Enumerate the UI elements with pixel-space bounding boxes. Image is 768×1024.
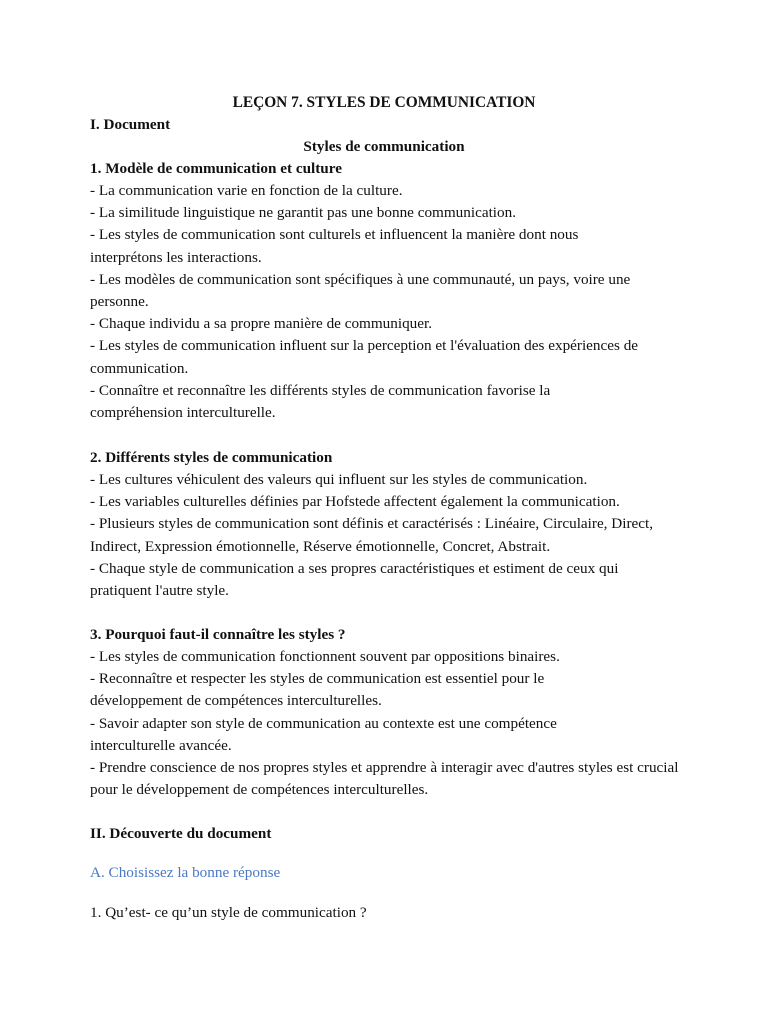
list-item: - La communication varie en fonction de la culture. <box>90 182 403 199</box>
section-3-list <box>90 646 690 801</box>
list-item: - Connaître et reconnaître les différents styles de communication favorise la compréhension interculturelle. <box>90 381 551 422</box>
list-item: - Chaque style de communication a ses propres caractéristiques et estiment de ceux qui pratiquent l'autre style. <box>90 559 619 600</box>
list-item: - Prendre conscience de nos propres styles et apprendre à interagir avec d'autres styles est crucial pour le développement de compétences interculturelles. <box>90 759 679 799</box>
section-heading-document: I. Document <box>90 116 171 133</box>
document-title: Styles de communication <box>303 138 465 155</box>
list-item: - Les styles de communication influent sur la perception et l'évaluation des expériences de communication. <box>90 337 639 377</box>
list-item: - Les cultures véhiculent des valeurs qui influent sur les styles de communication. <box>90 471 588 488</box>
list-item: - Chaque individu a sa propre manière de communiquer. <box>90 315 433 333</box>
list-item: - La similitude linguistique ne garantit pas une bonne communication. <box>90 204 516 222</box>
list-item: - Les styles de communication fonctionnent souvent par oppositions binaires. <box>90 648 560 665</box>
section-1-list <box>90 180 690 424</box>
list-item: - Reconnaître et respecter les styles de communication est essentiel pour le développement de compétences interculturelles. <box>90 670 545 710</box>
subsection-choose-answer: A. Choisissez la bonne réponse <box>90 864 281 881</box>
heading-why-know-styles: 3. Pourquoi faut-il connaître les styles ? <box>90 626 346 643</box>
list-item: - Les styles de communication sont culturels et influencent la manière dont nous interprétons les interactions. <box>90 226 579 266</box>
list-item: - Savoir adapter son style de communication au contexte est une compétence interculturelle avancée. <box>90 714 557 754</box>
list-item: - Les variables culturelles définies par Hofstede affectent également la communication. <box>90 493 620 511</box>
heading-model-culture: 1. Modèle de communication et culture <box>90 160 342 177</box>
list-item: - Plusieurs styles de communication sont définis et caractérisés : Linéaire, Circulaire, Direct, Indirect, Expression émotionnelle, Réserve émotionnelle, Concret, Abstrait. <box>90 515 654 555</box>
question-1: 1. Qu’est- ce qu’un style de communication ? <box>90 904 367 921</box>
section-heading-discovery: II. Découverte du document <box>90 825 272 842</box>
section-2-list <box>90 469 690 602</box>
heading-different-styles: 2. Différents styles de communication <box>90 449 333 466</box>
list-item: - Les modèles de communication sont spécifiques à une communauté, un pays, voire une personne. <box>90 270 631 311</box>
lesson-title: LEÇON 7. STYLES DE COMMUNICATION <box>232 94 536 111</box>
